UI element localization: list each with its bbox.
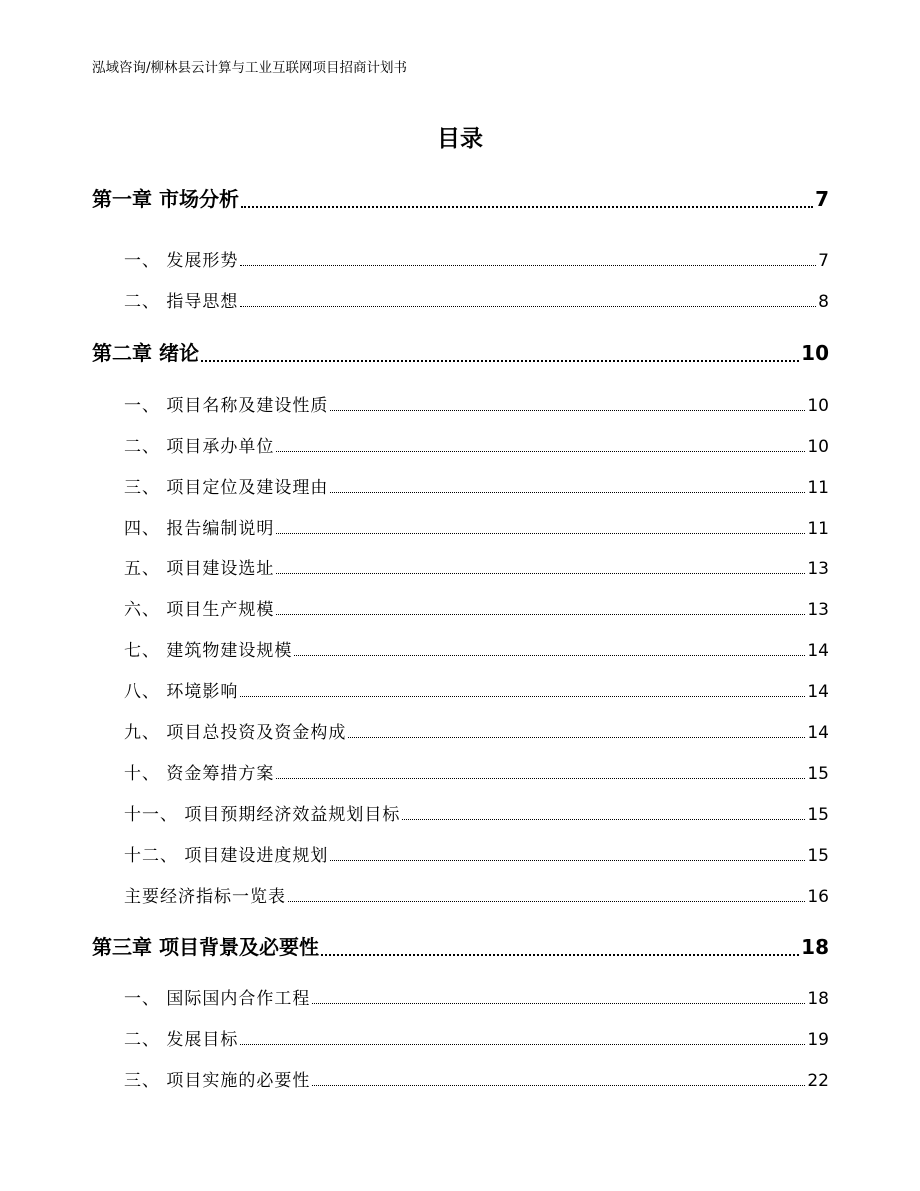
toc-entry-label: 二、 项目承办单位	[124, 437, 275, 457]
toc-title: 目录	[437, 126, 483, 152]
toc-section-entry[interactable]	[124, 718, 829, 743]
toc-entry-label: 十二、 项目建设进度规划	[124, 846, 329, 866]
toc-page-number: 8	[818, 292, 829, 312]
toc-entry-label: 三、 项目实施的必要性	[124, 1071, 311, 1091]
toc-entry-label: 七、 建筑物建设规模	[124, 641, 293, 661]
toc-section-entry[interactable]	[124, 595, 829, 620]
dot-leader	[201, 360, 799, 362]
dot-leader	[330, 492, 805, 493]
toc-entry-label: 十一、 项目预期经济效益规划目标	[124, 805, 401, 825]
dot-leader	[276, 778, 805, 779]
dot-leader	[330, 860, 805, 861]
dot-leader	[240, 696, 805, 697]
dot-leader	[276, 451, 805, 452]
dot-leader	[240, 1044, 805, 1045]
toc-section-entry[interactable]	[124, 1025, 829, 1050]
toc-section-entry[interactable]	[124, 841, 829, 866]
toc-page-number: 18	[801, 935, 829, 959]
toc-entry-label: 三、 项目定位及建设理由	[124, 478, 329, 498]
toc-page-number: 19	[807, 1030, 829, 1050]
dot-leader	[294, 655, 805, 656]
toc-section-entry[interactable]	[124, 882, 829, 907]
toc-page-number: 7	[818, 251, 829, 271]
toc-page-number: 18	[807, 989, 829, 1009]
toc-page-number: 7	[815, 187, 829, 211]
dot-leader	[288, 901, 805, 902]
toc-page-number: 15	[807, 805, 829, 825]
toc-entry-label: 五、 项目建设选址	[124, 559, 275, 579]
toc-entry-label: 一、 项目名称及建设性质	[124, 396, 329, 416]
toc-section-entry[interactable]	[124, 800, 829, 825]
toc-section-entry[interactable]	[124, 1066, 829, 1091]
toc-page-number: 16	[807, 887, 829, 907]
toc-entry-label: 十、 资金筹措方案	[124, 764, 275, 784]
dot-leader	[312, 1085, 805, 1086]
toc-section-entry[interactable]	[124, 432, 829, 457]
toc-section-entry[interactable]	[124, 391, 829, 416]
toc-entry-label: 主要经济指标一览表	[124, 887, 286, 907]
toc-entry-label: 九、 项目总投资及资金构成	[124, 723, 347, 743]
toc-entry-label: 第三章 项目背景及必要性	[92, 935, 319, 959]
running-header: 泓域咨询/柳林县云计算与工业互联网项目招商计划书	[92, 60, 408, 76]
toc-section-entry[interactable]	[124, 984, 829, 1009]
toc-page-number: 14	[807, 641, 829, 661]
toc-page-number: 15	[807, 846, 829, 866]
toc-section-entry[interactable]	[124, 759, 829, 784]
toc-page-number: 13	[807, 559, 829, 579]
toc-page-number: 14	[807, 723, 829, 743]
toc-entry-label: 二、 发展目标	[124, 1030, 239, 1050]
toc-chapter-entry[interactable]	[92, 931, 829, 960]
toc-chapter-entry[interactable]	[92, 337, 829, 366]
toc-page-number: 11	[807, 519, 829, 539]
toc-entry-label: 二、 指导思想	[124, 292, 239, 312]
toc-page-number: 14	[807, 682, 829, 702]
toc-page-number: 10	[807, 396, 829, 416]
dot-leader	[240, 265, 816, 266]
toc-section-entry[interactable]	[124, 514, 829, 539]
toc-page-number: 11	[807, 478, 829, 498]
toc-entry-label: 六、 项目生产规模	[124, 600, 275, 620]
toc-page-number: 13	[807, 600, 829, 620]
toc-page-number: 10	[801, 341, 829, 365]
dot-leader	[312, 1003, 805, 1004]
dot-leader	[241, 206, 813, 208]
toc-section-entry[interactable]	[124, 677, 829, 702]
toc-section-entry[interactable]	[124, 636, 829, 661]
dot-leader	[321, 954, 799, 956]
toc-entry-label: 一、 发展形势	[124, 251, 239, 271]
dot-leader	[276, 614, 805, 615]
dot-leader	[348, 737, 805, 738]
toc-page-number: 10	[807, 437, 829, 457]
toc-entry-label: 第一章 市场分析	[92, 187, 239, 211]
toc-section-entry[interactable]	[124, 287, 829, 312]
toc-entry-label: 八、 环境影响	[124, 682, 239, 702]
dot-leader	[276, 533, 805, 534]
dot-leader	[330, 410, 805, 411]
toc-section-entry[interactable]	[124, 246, 829, 271]
toc-section-entry[interactable]	[124, 473, 829, 498]
toc-page-number: 15	[807, 764, 829, 784]
dot-leader	[402, 819, 805, 820]
dot-leader	[240, 306, 816, 307]
toc-section-entry[interactable]	[124, 554, 829, 579]
toc-entry-label: 一、 国际国内合作工程	[124, 989, 311, 1009]
toc-chapter-entry[interactable]	[92, 183, 829, 212]
toc-entry-label: 第二章 绪论	[92, 341, 199, 365]
dot-leader	[276, 573, 805, 574]
toc-entry-label: 四、 报告编制说明	[124, 519, 275, 539]
toc-page-number: 22	[807, 1071, 829, 1091]
